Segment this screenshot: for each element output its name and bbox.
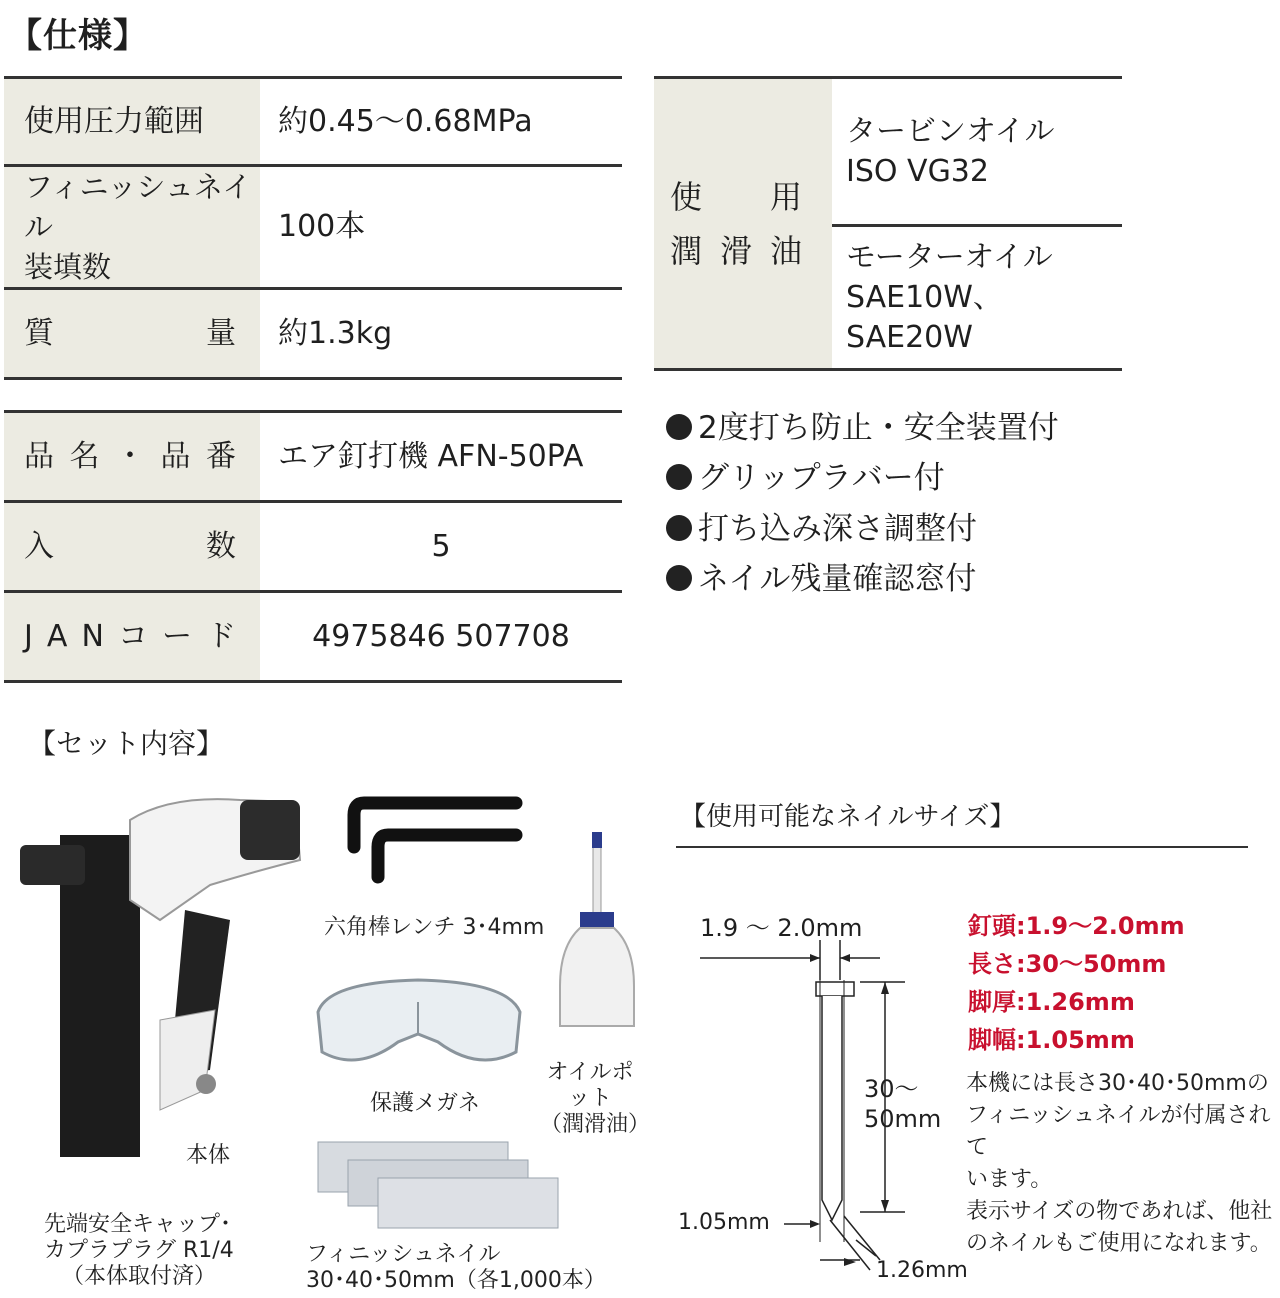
- dim-width-label: 1.05mm: [678, 1210, 770, 1235]
- nail-note-line: 本機には長さ30･40･50mmの: [966, 1071, 1269, 1096]
- nail-spec-thickness: 脚厚:1.26mm: [968, 988, 1135, 1016]
- feature-item: 2度打ち防止・安全装置付: [666, 402, 1059, 447]
- dim-head-label: 1.9 ～ 2.0mm: [700, 914, 863, 942]
- oil-label-char: 潤: [670, 231, 703, 270]
- spec-row-jan: [4, 592, 622, 682]
- spec-label-line: 装填数: [24, 250, 112, 284]
- spec-label-char: 品: [24, 438, 54, 474]
- nail-size-divider: [676, 846, 1248, 848]
- nails-label-line: 30･40･50mm（各1,000本）: [306, 1268, 606, 1293]
- spec-row-pressure: [4, 78, 622, 166]
- oil-label-char: 用: [769, 177, 802, 216]
- nails-label: [306, 1242, 606, 1294]
- oil-value-line: タービンオイル: [846, 113, 1055, 149]
- spec-label: [4, 502, 260, 592]
- nail-spec-length: 長さ:30～50mm: [968, 950, 1167, 978]
- spec-label-char: N: [81, 618, 104, 654]
- nail-note-line: います。: [966, 1167, 1053, 1192]
- spec-label-char: 名: [69, 438, 100, 474]
- spec-label: [4, 592, 260, 682]
- spec-label-char: コ: [117, 618, 148, 654]
- feature-item: 打ち込み深さ調整付: [666, 503, 977, 548]
- oil-pot-label-line: オイルポット: [546, 1060, 634, 1111]
- spec-row-quantity: [4, 502, 622, 592]
- nailer-image: [10, 790, 310, 1160]
- oil-label-char: 使: [670, 177, 703, 216]
- oil-pot-label-line: （潤滑油）: [540, 1112, 651, 1137]
- oil-row: [654, 78, 1122, 226]
- spec-label-char: A: [46, 618, 68, 654]
- spec-label: [4, 289, 260, 379]
- set-contents-heading: 【セット内容】: [28, 727, 225, 760]
- hex-wrench-image: [336, 795, 526, 885]
- bullet-icon: [666, 464, 692, 490]
- bullet-icon: [666, 565, 692, 591]
- oil-value-line: SAE10W、SAE20W: [846, 279, 1003, 355]
- nail-note: [966, 1068, 1280, 1260]
- oil-label-char: 滑: [719, 231, 752, 270]
- spec-label-char: ド: [206, 618, 236, 654]
- spec-label: [4, 166, 260, 289]
- nail-note-line: 表示サイズの物であれば、他社: [966, 1199, 1273, 1224]
- nail-note-line: フィニッシュネイルが付属されて: [966, 1103, 1271, 1160]
- feature-item: ネイル残量確認窓付: [666, 553, 976, 598]
- bullet-icon: [666, 515, 692, 541]
- nail-strips-image: [316, 1138, 566, 1238]
- spec-row-capacity: [4, 166, 622, 289]
- spec-label: 使用圧力範囲: [4, 78, 260, 166]
- oil-label: [654, 78, 832, 370]
- spec-row-product: [4, 412, 622, 502]
- spec-value: 約1.3kg: [278, 315, 393, 351]
- wrench-label: 六角棒レンチ 3･4mm: [324, 915, 545, 940]
- spec-label-char: 質: [24, 315, 54, 351]
- dim-length-line: 50mm: [864, 1105, 942, 1133]
- spec-value: 約0.45～0.68MPa: [278, 103, 533, 139]
- spec-label-char: 番: [206, 438, 236, 474]
- spec-table-top: [4, 76, 622, 380]
- goggles-image: [308, 972, 528, 1082]
- oil-value: [832, 78, 1122, 226]
- spec-label-line: フィニッシュネイル: [24, 170, 252, 244]
- spec-label-char: 入: [24, 528, 54, 564]
- oil-value-line: モーターオイル: [846, 239, 1053, 275]
- oil-pot-image: [552, 826, 642, 1036]
- oil-value-line: ISO VG32: [846, 153, 989, 189]
- cap-label-line: カプラプラグ R1/4: [44, 1238, 234, 1263]
- dim-length-line: 30～: [864, 1075, 919, 1103]
- spec-value: エア釘打機 AFN-50PA: [278, 438, 584, 474]
- dim-length-label: [864, 1074, 941, 1134]
- spec-label-char: 品: [160, 438, 191, 474]
- spec-value: 4975846 507708: [312, 618, 570, 654]
- nails-label-line: フィニッシュネイル: [306, 1242, 501, 1267]
- spec-value: 100本: [278, 209, 366, 244]
- spec-label-char: J: [24, 618, 33, 654]
- spec-table-bottom: [4, 410, 622, 683]
- nail-spec-width: 脚幅:1.05mm: [968, 1026, 1135, 1054]
- oil-pot-label: [540, 1060, 651, 1138]
- cap-label-line: （本体取付済）: [62, 1264, 217, 1289]
- body-label: 本体: [186, 1143, 231, 1168]
- spec-label-char: ・: [115, 438, 145, 474]
- spec-row-weight: [4, 289, 622, 379]
- cap-label: [44, 1212, 234, 1290]
- spec-label-char: ー: [161, 618, 192, 654]
- spec-label-char: 数: [206, 528, 236, 564]
- dim-thick-label: 1.26mm: [876, 1258, 968, 1283]
- oil-label-char: 油: [769, 231, 802, 270]
- bullet-icon: [666, 414, 692, 440]
- cap-label-line: 先端安全キャップ･: [44, 1212, 232, 1237]
- nail-spec-head: 釘頭:1.9～2.0mm: [968, 912, 1185, 940]
- goggles-label: 保護メガネ: [370, 1091, 481, 1116]
- spec-value: 5: [431, 528, 451, 564]
- nail-note-line: のネイルもご使用になれます。: [966, 1231, 1272, 1256]
- oil-table: [654, 76, 1122, 371]
- page-title: 【仕様】: [8, 16, 148, 56]
- oil-value: [832, 226, 1122, 370]
- spec-label: [4, 412, 260, 502]
- spec-label-char: 量: [206, 315, 236, 351]
- feature-item: グリップラバー付: [666, 452, 945, 497]
- nail-size-heading: 【使用可能なネイルサイズ】: [680, 802, 1016, 832]
